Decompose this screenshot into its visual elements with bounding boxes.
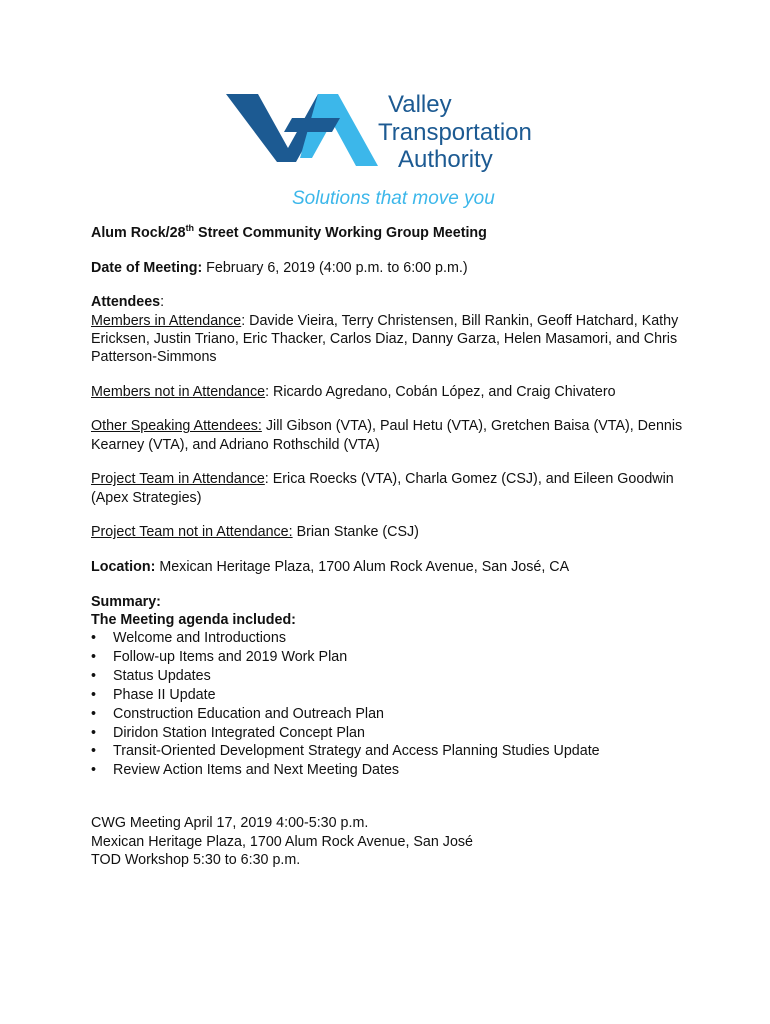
agenda-heading: The Meeting agenda included: — [91, 611, 296, 628]
list-item: • Status Updates — [91, 667, 691, 686]
tod-workshop-line: TOD Workshop 5:30 to 6:30 p.m. — [91, 851, 301, 868]
meeting-location: Location: Mexican Heritage Plaza, 1700 Alum Rock Avenue, San José, CA — [91, 558, 570, 575]
members-in-attendance: Members in Attendance: Davide Vieira, Terry Christensen, Bill Rankin, Geoff Hatchard, Kathy Ericksen, Justin Triano, Eric Thacker, Carlos Diaz, Danny Garza, Helen Masamori, and Chris Patterson-Simmons — [91, 312, 679, 366]
document-title: Alum Rock/28th Street Community Working Group Meeting — [91, 223, 487, 241]
project-team-not-in-attendance: Project Team not in Attendance: Brian Stanke (CSJ) — [91, 524, 419, 541]
logo-name-line1: Valley — [388, 91, 452, 118]
list-item: • Phase II Update — [91, 686, 691, 705]
logo-name-line3: Authority — [398, 146, 493, 173]
attendees-heading: Attendees: — [91, 294, 165, 311]
list-item: • Follow-up Items and 2019 Work Plan — [91, 648, 691, 667]
logo-tagline: Solutions that move you — [292, 188, 495, 209]
meeting-date — [91, 259, 691, 277]
next-meeting-location: Mexican Heritage Plaza, 1700 Alum Rock Avenue, San José — [91, 833, 474, 850]
vta-logo — [0, 0, 770, 215]
meeting-date-label: Date of Meeting: — [91, 259, 203, 276]
logo-name-line2: Transportation — [378, 119, 532, 146]
list-item: • Diridon Station Integrated Concept Plan — [91, 724, 691, 743]
meeting-date-value: February 6, 2019 (4:00 p.m. to 6:00 p.m.) — [202, 259, 468, 276]
members-not-in-attendance: Members not in Attendance: Ricardo Agredano, Cobán López, and Craig Chivatero — [91, 383, 616, 400]
meeting-minutes — [91, 224, 691, 869]
other-speaking-attendees: Other Speaking Attendees: Jill Gibson (VTA), Paul Hetu (VTA), Gretchen Baisa (VTA), Dennis Kearney (VTA), and Adriano Rothschild (VTA) — [91, 418, 683, 453]
next-meeting-line: CWG Meeting April 17, 2019 4:00-5:30 p.m. — [91, 815, 369, 832]
list-item: • Construction Education and Outreach Plan — [91, 705, 691, 724]
list-item: • Review Action Items and Next Meeting Dates — [91, 761, 691, 780]
agenda-list — [91, 629, 691, 780]
project-team-in-attendance: Project Team in Attendance: Erica Roecks (VTA), Charla Gomez (CSJ), and Eileen Goodwin (Apex Strategies) — [91, 471, 674, 506]
logo-arrow-mark — [284, 118, 340, 132]
list-item: • Transit-Oriented Development Strategy and Access Planning Studies Update — [91, 742, 691, 761]
summary-heading: Summary: — [91, 593, 161, 610]
list-item: • Welcome and Introductions — [91, 629, 691, 648]
